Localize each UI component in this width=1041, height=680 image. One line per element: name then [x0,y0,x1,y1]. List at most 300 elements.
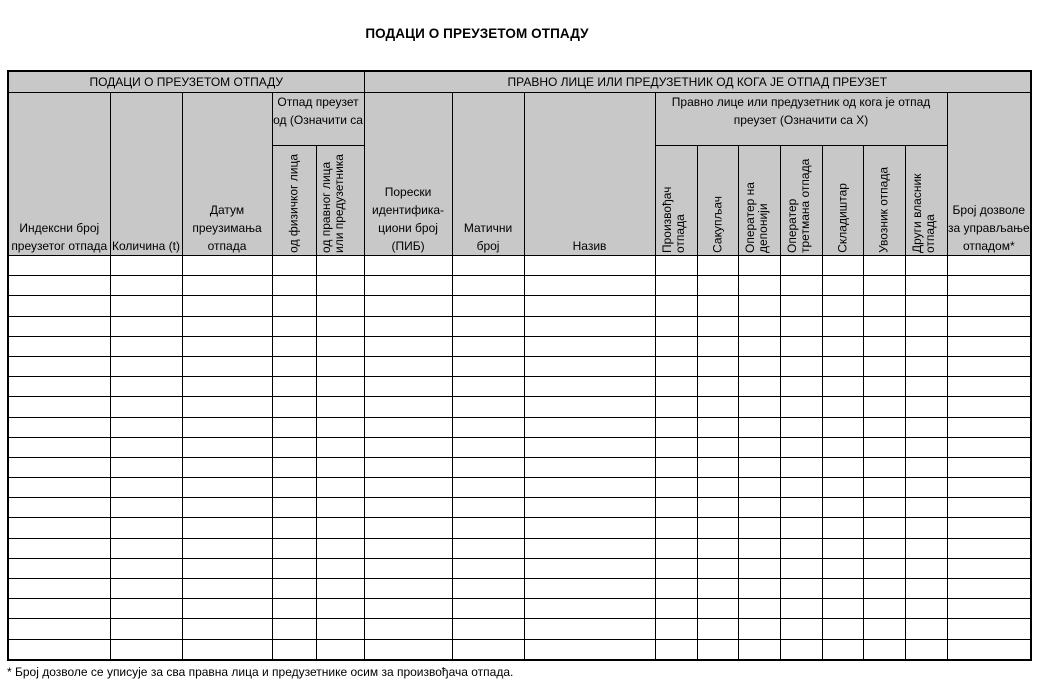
table-cell[interactable] [8,478,110,498]
table-cell[interactable] [110,478,182,498]
table-cell[interactable] [364,377,452,397]
table-cell[interactable] [8,296,110,316]
table-cell[interactable] [655,518,697,538]
table-cell[interactable] [697,498,738,518]
table-cell[interactable] [655,558,697,578]
table-cell[interactable] [697,417,738,437]
table-cell[interactable] [780,518,822,538]
table-cell[interactable] [272,417,316,437]
table-cell[interactable] [182,639,272,660]
table-cell[interactable] [452,579,524,599]
table-cell[interactable] [316,478,364,498]
table-cell[interactable] [780,457,822,477]
table-cell[interactable] [8,619,110,639]
table-cell[interactable] [524,498,655,518]
table-cell[interactable] [822,498,863,518]
table-cell[interactable] [316,639,364,660]
table-cell[interactable] [452,397,524,417]
table-cell[interactable] [8,538,110,558]
table-cell[interactable] [905,639,947,660]
table-cell[interactable] [738,377,780,397]
table-cell[interactable] [780,316,822,336]
table-cell[interactable] [697,599,738,619]
table-cell[interactable] [697,579,738,599]
table-cell[interactable] [316,619,364,639]
table-cell[interactable] [655,457,697,477]
table-cell[interactable] [655,336,697,356]
table-cell[interactable] [822,316,863,336]
table-cell[interactable] [863,296,905,316]
table-cell[interactable] [780,437,822,457]
table-cell[interactable] [947,599,1031,619]
table-cell[interactable] [905,256,947,276]
table-cell[interactable] [524,457,655,477]
table-cell[interactable] [697,619,738,639]
table-cell[interactable] [738,599,780,619]
table-cell[interactable] [524,518,655,538]
table-cell[interactable] [780,498,822,518]
table-cell[interactable] [738,417,780,437]
table-cell[interactable] [697,538,738,558]
table-cell[interactable] [905,579,947,599]
table-cell[interactable] [316,498,364,518]
table-cell[interactable] [822,417,863,437]
table-cell[interactable] [182,256,272,276]
table-cell[interactable] [655,276,697,296]
table-cell[interactable] [452,356,524,376]
table-cell[interactable] [738,336,780,356]
table-cell[interactable] [182,316,272,336]
table-cell[interactable] [905,437,947,457]
table-cell[interactable] [655,619,697,639]
table-cell[interactable] [452,599,524,619]
table-cell[interactable] [738,518,780,538]
table-cell[interactable] [905,316,947,336]
table-cell[interactable] [364,276,452,296]
table-cell[interactable] [524,478,655,498]
table-cell[interactable] [110,296,182,316]
table-cell[interactable] [272,397,316,417]
table-cell[interactable] [905,356,947,376]
table-cell[interactable] [655,498,697,518]
table-cell[interactable] [655,417,697,437]
table-cell[interactable] [364,417,452,437]
table-cell[interactable] [8,276,110,296]
table-cell[interactable] [364,518,452,538]
table-cell[interactable] [182,518,272,538]
table-cell[interactable] [452,417,524,437]
table-cell[interactable] [524,579,655,599]
table-cell[interactable] [364,619,452,639]
table-cell[interactable] [822,457,863,477]
table-cell[interactable] [738,498,780,518]
table-cell[interactable] [947,417,1031,437]
table-cell[interactable] [452,336,524,356]
table-cell[interactable] [110,316,182,336]
table-cell[interactable] [863,276,905,296]
table-cell[interactable] [738,256,780,276]
table-cell[interactable] [905,276,947,296]
table-cell[interactable] [524,619,655,639]
table-cell[interactable] [110,397,182,417]
table-cell[interactable] [524,417,655,437]
table-cell[interactable] [822,518,863,538]
table-cell[interactable] [452,296,524,316]
table-cell[interactable] [738,478,780,498]
table-cell[interactable] [697,558,738,578]
table-cell[interactable] [780,296,822,316]
table-cell[interactable] [524,437,655,457]
table-cell[interactable] [947,256,1031,276]
table-cell[interactable] [947,579,1031,599]
table-cell[interactable] [738,639,780,660]
table-cell[interactable] [947,518,1031,538]
table-cell[interactable] [655,538,697,558]
table-cell[interactable] [110,558,182,578]
table-cell[interactable] [697,437,738,457]
table-cell[interactable] [697,316,738,336]
table-cell[interactable] [272,599,316,619]
table-cell[interactable] [182,296,272,316]
table-cell[interactable] [524,538,655,558]
table-cell[interactable] [110,377,182,397]
table-cell[interactable] [110,276,182,296]
table-cell[interactable] [316,256,364,276]
table-cell[interactable] [316,356,364,376]
table-cell[interactable] [8,417,110,437]
table-cell[interactable] [655,356,697,376]
table-cell[interactable] [863,599,905,619]
table-cell[interactable] [738,397,780,417]
table-cell[interactable] [316,377,364,397]
table-cell[interactable] [822,579,863,599]
table-cell[interactable] [316,296,364,316]
table-cell[interactable] [822,639,863,660]
table-cell[interactable] [863,316,905,336]
table-cell[interactable] [655,397,697,417]
table-cell[interactable] [452,518,524,538]
table-cell[interactable] [452,437,524,457]
table-cell[interactable] [364,639,452,660]
table-cell[interactable] [272,619,316,639]
table-cell[interactable] [905,518,947,538]
table-cell[interactable] [272,478,316,498]
table-cell[interactable] [182,619,272,639]
table-cell[interactable] [655,579,697,599]
table-cell[interactable] [524,336,655,356]
table-cell[interactable] [863,579,905,599]
table-cell[interactable] [316,437,364,457]
table-cell[interactable] [947,276,1031,296]
table-cell[interactable] [452,478,524,498]
table-cell[interactable] [272,256,316,276]
table-cell[interactable] [697,518,738,538]
table-cell[interactable] [863,356,905,376]
table-cell[interactable] [947,356,1031,376]
table-cell[interactable] [452,256,524,276]
table-cell[interactable] [947,619,1031,639]
table-cell[interactable] [272,538,316,558]
table-cell[interactable] [863,619,905,639]
table-cell[interactable] [364,397,452,417]
table-cell[interactable] [272,356,316,376]
table-cell[interactable] [905,457,947,477]
table-cell[interactable] [655,377,697,397]
table-cell[interactable] [8,256,110,276]
table-cell[interactable] [110,437,182,457]
table-cell[interactable] [182,417,272,437]
table-cell[interactable] [822,276,863,296]
table-cell[interactable] [822,296,863,316]
table-cell[interactable] [524,356,655,376]
table-cell[interactable] [8,356,110,376]
table-cell[interactable] [780,336,822,356]
table-cell[interactable] [524,276,655,296]
table-cell[interactable] [452,558,524,578]
table-cell[interactable] [780,356,822,376]
table-cell[interactable] [947,316,1031,336]
table-cell[interactable] [110,417,182,437]
table-cell[interactable] [780,558,822,578]
table-cell[interactable] [738,296,780,316]
table-cell[interactable] [364,498,452,518]
table-cell[interactable] [524,558,655,578]
table-cell[interactable] [272,457,316,477]
table-cell[interactable] [524,316,655,336]
table-cell[interactable] [655,296,697,316]
table-cell[interactable] [780,619,822,639]
table-cell[interactable] [905,538,947,558]
table-cell[interactable] [316,397,364,417]
table-cell[interactable] [905,417,947,437]
table-cell[interactable] [738,619,780,639]
table-cell[interactable] [364,356,452,376]
table-cell[interactable] [822,478,863,498]
table-cell[interactable] [655,599,697,619]
table-cell[interactable] [905,478,947,498]
table-cell[interactable] [110,457,182,477]
table-cell[interactable] [947,538,1031,558]
table-cell[interactable] [8,377,110,397]
table-cell[interactable] [524,599,655,619]
table-cell[interactable] [780,397,822,417]
table-cell[interactable] [905,336,947,356]
table-cell[interactable] [697,276,738,296]
table-cell[interactable] [863,518,905,538]
table-cell[interactable] [655,256,697,276]
table-cell[interactable] [182,457,272,477]
table-cell[interactable] [697,377,738,397]
table-cell[interactable] [863,377,905,397]
table-cell[interactable] [110,336,182,356]
table-cell[interactable] [8,518,110,538]
table-cell[interactable] [364,599,452,619]
table-cell[interactable] [780,599,822,619]
table-cell[interactable] [863,478,905,498]
table-cell[interactable] [272,518,316,538]
table-cell[interactable] [182,558,272,578]
table-cell[interactable] [822,356,863,376]
table-cell[interactable] [697,478,738,498]
table-cell[interactable] [364,558,452,578]
table-cell[interactable] [8,457,110,477]
table-cell[interactable] [780,538,822,558]
table-cell[interactable] [905,397,947,417]
table-cell[interactable] [863,256,905,276]
table-cell[interactable] [780,256,822,276]
table-cell[interactable] [316,599,364,619]
table-cell[interactable] [524,377,655,397]
table-cell[interactable] [182,478,272,498]
table-cell[interactable] [905,599,947,619]
table-cell[interactable] [316,276,364,296]
table-cell[interactable] [110,538,182,558]
table-cell[interactable] [364,478,452,498]
table-cell[interactable] [272,639,316,660]
table-cell[interactable] [8,336,110,356]
table-cell[interactable] [110,256,182,276]
table-cell[interactable] [822,619,863,639]
table-cell[interactable] [863,336,905,356]
table-cell[interactable] [524,296,655,316]
table-cell[interactable] [364,457,452,477]
table-cell[interactable] [182,397,272,417]
table-cell[interactable] [947,478,1031,498]
table-cell[interactable] [780,639,822,660]
table-cell[interactable] [110,639,182,660]
table-cell[interactable] [316,417,364,437]
table-cell[interactable] [110,356,182,376]
table-cell[interactable] [364,538,452,558]
table-cell[interactable] [182,276,272,296]
table-cell[interactable] [863,639,905,660]
table-cell[interactable] [272,276,316,296]
table-cell[interactable] [182,377,272,397]
table-cell[interactable] [182,579,272,599]
table-cell[interactable] [822,377,863,397]
table-cell[interactable] [947,377,1031,397]
table-cell[interactable] [697,639,738,660]
table-cell[interactable] [697,397,738,417]
table-cell[interactable] [738,558,780,578]
table-cell[interactable] [822,538,863,558]
table-cell[interactable] [738,538,780,558]
table-cell[interactable] [655,639,697,660]
table-cell[interactable] [738,457,780,477]
table-cell[interactable] [697,256,738,276]
table-cell[interactable] [452,377,524,397]
table-cell[interactable] [110,498,182,518]
table-cell[interactable] [822,437,863,457]
table-cell[interactable] [863,437,905,457]
table-cell[interactable] [272,558,316,578]
table-cell[interactable] [822,558,863,578]
table-cell[interactable] [863,498,905,518]
table-cell[interactable] [452,457,524,477]
table-cell[interactable] [863,558,905,578]
table-cell[interactable] [182,599,272,619]
table-cell[interactable] [697,356,738,376]
table-cell[interactable] [947,336,1031,356]
table-cell[interactable] [110,619,182,639]
table-cell[interactable] [452,498,524,518]
table-cell[interactable] [182,437,272,457]
table-cell[interactable] [905,619,947,639]
table-cell[interactable] [364,316,452,336]
table-cell[interactable] [738,316,780,336]
table-cell[interactable] [655,437,697,457]
table-cell[interactable] [452,316,524,336]
table-cell[interactable] [452,619,524,639]
table-cell[interactable] [947,639,1031,660]
table-cell[interactable] [316,518,364,538]
table-cell[interactable] [272,316,316,336]
table-cell[interactable] [110,579,182,599]
table-cell[interactable] [452,639,524,660]
table-cell[interactable] [272,296,316,316]
table-cell[interactable] [822,336,863,356]
table-cell[interactable] [524,639,655,660]
table-cell[interactable] [780,478,822,498]
table-cell[interactable] [655,478,697,498]
table-cell[interactable] [947,457,1031,477]
table-cell[interactable] [272,437,316,457]
table-cell[interactable] [655,316,697,336]
table-cell[interactable] [863,397,905,417]
table-cell[interactable] [272,498,316,518]
table-cell[interactable] [272,377,316,397]
table-cell[interactable] [8,639,110,660]
table-cell[interactable] [697,457,738,477]
table-cell[interactable] [316,538,364,558]
table-cell[interactable] [863,417,905,437]
table-cell[interactable] [364,437,452,457]
table-cell[interactable] [182,336,272,356]
table-cell[interactable] [316,457,364,477]
table-cell[interactable] [364,336,452,356]
table-cell[interactable] [364,256,452,276]
table-cell[interactable] [822,599,863,619]
table-cell[interactable] [947,437,1031,457]
table-cell[interactable] [738,579,780,599]
table-cell[interactable] [863,457,905,477]
table-cell[interactable] [8,498,110,518]
table-cell[interactable] [110,518,182,538]
table-cell[interactable] [272,336,316,356]
table-cell[interactable] [905,377,947,397]
table-cell[interactable] [780,417,822,437]
table-cell[interactable] [738,276,780,296]
table-cell[interactable] [364,579,452,599]
table-cell[interactable] [905,558,947,578]
table-cell[interactable] [364,296,452,316]
table-cell[interactable] [780,377,822,397]
table-cell[interactable] [452,276,524,296]
table-cell[interactable] [8,397,110,417]
table-cell[interactable] [822,256,863,276]
table-cell[interactable] [524,256,655,276]
table-cell[interactable] [316,579,364,599]
table-cell[interactable] [738,437,780,457]
table-cell[interactable] [182,538,272,558]
table-cell[interactable] [316,558,364,578]
table-cell[interactable] [947,397,1031,417]
table-cell[interactable] [822,397,863,417]
table-cell[interactable] [863,538,905,558]
table-cell[interactable] [738,356,780,376]
table-cell[interactable] [8,579,110,599]
table-cell[interactable] [8,599,110,619]
